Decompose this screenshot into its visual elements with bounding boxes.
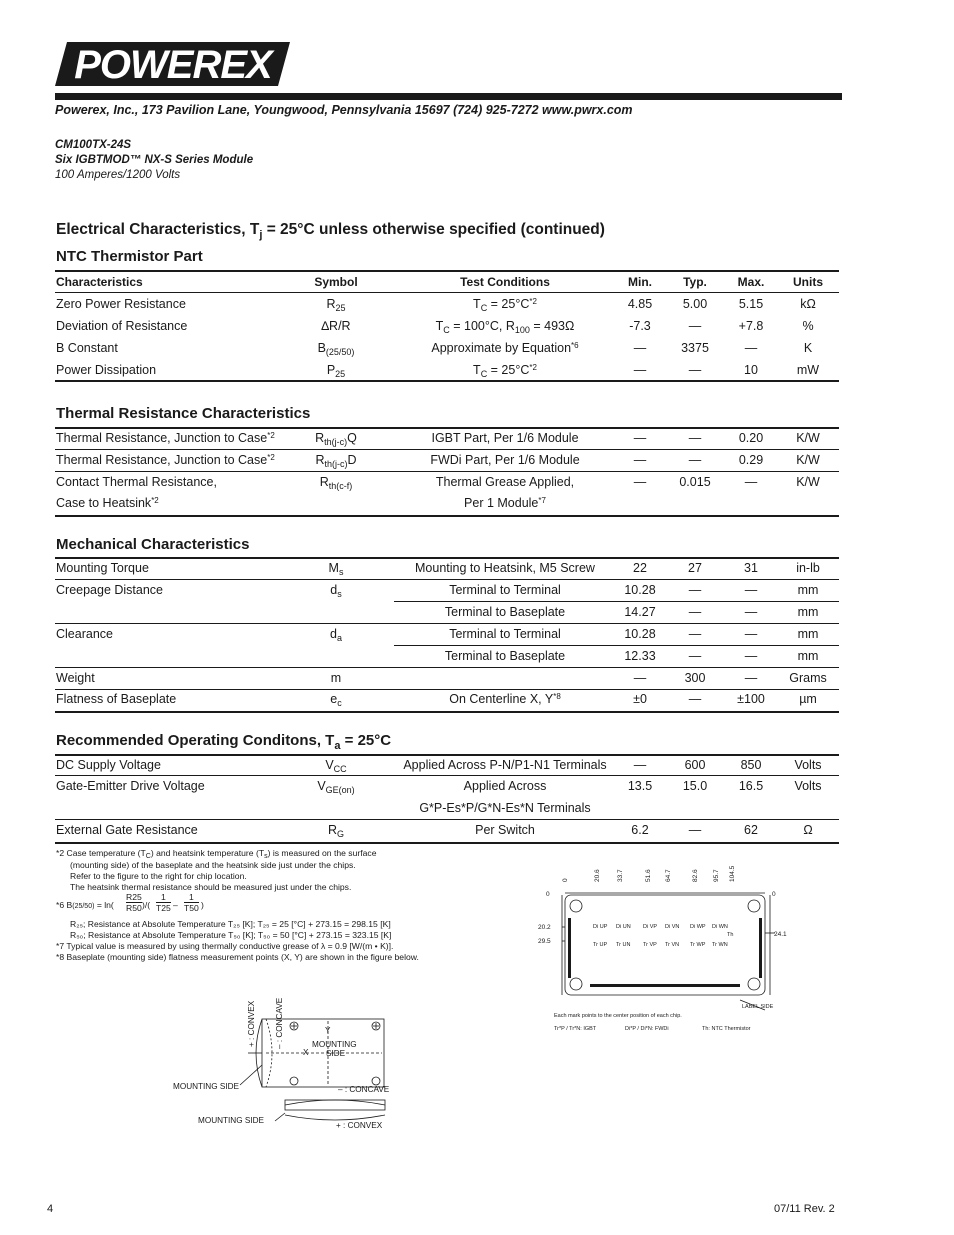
svg-text:Th: NTC Thermistor: Th: NTC Thermistor (702, 1026, 751, 1032)
svg-text:X: X (303, 1048, 309, 1057)
svg-text:SIDE: SIDE (326, 1049, 346, 1058)
svg-text:Each mark points to the center: Each mark points to the center position of each chip. (554, 1013, 682, 1019)
flatness-diagram (170, 985, 420, 1135)
header-max: Max. (737, 275, 765, 289)
divider (55, 754, 839, 756)
svg-text:Y: Y (325, 1026, 331, 1035)
header-rule (55, 93, 842, 100)
divider (55, 427, 839, 429)
header-symbol: Symbol (314, 275, 358, 289)
svg-text:+ : CONVEX: + : CONVEX (336, 1121, 383, 1130)
ntc-section-title: NTC Thermistor Part (56, 248, 203, 265)
svg-text:51.6: 51.6 (645, 869, 652, 882)
svg-text:Di VP: Di VP (643, 924, 658, 930)
svg-text:Tr UP: Tr UP (593, 942, 608, 948)
divider (55, 471, 839, 472)
svg-text:0: 0 (562, 878, 569, 882)
divider (55, 711, 839, 713)
svg-text:Tr*P / Tr*N: IGBT: Tr*P / Tr*N: IGBT (554, 1026, 597, 1032)
svg-text:– : CONCAVE: – : CONCAVE (338, 1085, 390, 1094)
header-test-conditions: Test Conditions (460, 275, 550, 289)
svg-text:MOUNTING: MOUNTING (312, 1040, 357, 1049)
header-typ: Typ. (683, 275, 707, 289)
divider (55, 292, 839, 293)
svg-text:Di*P / Di*N: FWDi: Di*P / Di*N: FWDi (625, 1026, 669, 1032)
model-number: CM100TX-24S (55, 139, 132, 151)
divider (55, 515, 839, 517)
thermal-section-title: Thermal Resistance Characteristics (56, 405, 311, 422)
svg-text:Tr WN: Tr WN (712, 942, 728, 948)
page-number: 4 (47, 1203, 54, 1215)
svg-text:MOUNTING SIDE: MOUNTING SIDE (198, 1116, 264, 1125)
svg-text:Di UP: Di UP (593, 924, 608, 930)
svg-text:29.5: 29.5 (538, 938, 551, 945)
divider (55, 557, 839, 559)
svg-text:Di WP: Di WP (690, 924, 706, 930)
svg-text:Di WN: Di WN (712, 924, 728, 930)
svg-text:Tr VN: Tr VN (665, 942, 680, 948)
svg-text:20.2: 20.2 (538, 924, 551, 931)
model-block (55, 138, 253, 183)
header-min: Min. (628, 275, 652, 289)
divider (55, 623, 839, 624)
revision-label: 07/11 Rev. 2 (774, 1203, 835, 1215)
svg-text:Tr WP: Tr WP (690, 942, 706, 948)
divider (394, 645, 839, 646)
note-6-equation: *6 B(25/50) = ln( R25 R50 )/( 1 T25 – 1 T50 ) (56, 892, 204, 913)
svg-text:64.7: 64.7 (665, 869, 672, 882)
svg-text:104.5: 104.5 (729, 865, 736, 882)
svg-text:20.6: 20.6 (594, 869, 601, 882)
divider (55, 842, 839, 844)
divider (55, 380, 839, 382)
series-name: Six IGBTMOD™ NX-S Series Module (55, 154, 254, 166)
divider (55, 819, 839, 820)
svg-text:Tr VP: Tr VP (643, 942, 657, 948)
svg-text:LABEL SIDE: LABEL SIDE (742, 1004, 774, 1010)
divider (55, 775, 839, 776)
svg-text:– : CONCAVE: – : CONCAVE (275, 997, 284, 1049)
chip-location-diagram (530, 860, 850, 1040)
svg-text:Di UN: Di UN (616, 924, 631, 930)
footnotes: *2 Case temperature $(T_C)$ and heatsink temperature $(T_s)$ is measured on the surface (mounting side) of the baseplate and the heatsink side just under the chips. Refer to the figure to the right for chip location. The heatsink thermal resistance should be measured just under the chips. *6 B(25/50) = ln( R25 R50 )/( 1 T25 – 1 T50 ) R₂₅; Resistance at Absolute Temperature T₂₅ [K]; T₂₅ = 25 [°C] + 273.15 = 298.15 [K] R₅₀; Resistance at Absolute Temperature T₅₀ [K]; T₅₀ = 50 [°C] + 273.15 = 323.15 [K] *7 Typical value is measured by using thermally conductive grease of λ = 0.9 [W/(m • K)]. *8 Baseplate (mounting side) flatness measurement points (X, Y) are shown in the figure below. (56, 848, 476, 963)
company-address: Powerex, Inc., 173 Pavilion Lane, Youngwood, Pennsylvania 15697 (724) 925-7272 www.pwrx.com (55, 103, 633, 117)
note-2: *2 Case temperature $(T_C)$ and heatsink temperature $(T_s)$ is measured on the surface (56, 848, 377, 860)
svg-text:Tr UN: Tr UN (616, 942, 631, 948)
svg-text:+ : CONVEX: + : CONVEX (247, 1000, 256, 1047)
rating: 100 Amperes/1200 Volts (55, 169, 181, 181)
header-units: Units (793, 275, 823, 289)
svg-text:MOUNTING SIDE: MOUNTING SIDE (173, 1082, 239, 1091)
powerex-logo (55, 42, 290, 86)
svg-text:33.7: 33.7 (617, 869, 624, 882)
svg-text:82.6: 82.6 (692, 869, 699, 882)
divider (55, 579, 839, 580)
mechanical-section-title: Mechanical Characteristics (56, 536, 250, 553)
svg-text:24.1: 24.1 (774, 931, 787, 938)
page-title: Electrical Characteristics, $T_j = 25^\circ C$ unless otherwise specified (continued) (56, 221, 605, 242)
divider (55, 667, 839, 668)
header-characteristics: Characteristics (56, 275, 143, 289)
svg-text:95.7: 95.7 (713, 869, 720, 882)
logo-text: POWEREX (74, 43, 272, 86)
svg-text:0: 0 (772, 891, 776, 898)
svg-text:Th: Th (727, 932, 734, 938)
divider (55, 689, 839, 690)
svg-text:Di VN: Di VN (665, 924, 680, 930)
recommended-section-title: Recommended Operating Conditons, $T_a = 25^\circ C$ (56, 732, 392, 752)
divider (55, 270, 839, 272)
svg-text:0: 0 (546, 891, 550, 898)
divider (394, 601, 839, 602)
divider (55, 449, 839, 450)
